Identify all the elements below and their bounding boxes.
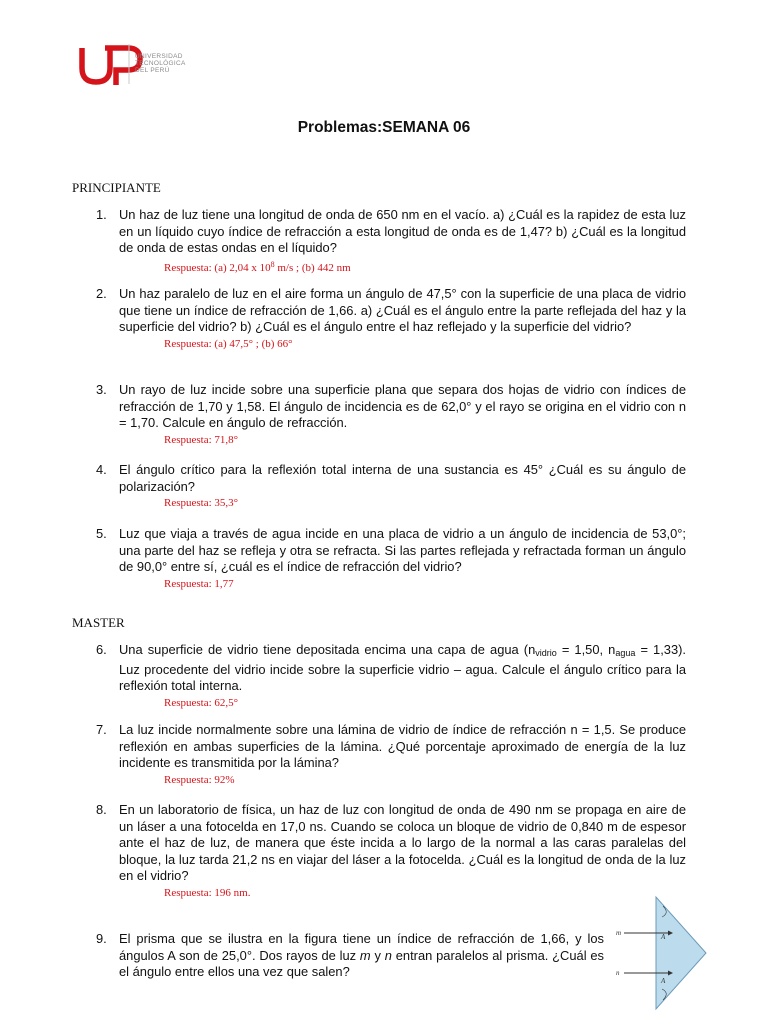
problem-text: El ángulo crítico para la reflexión total interna de una sustancia es 45° ¿Cuál es su ángulo de polarización?: [119, 462, 686, 494]
problem-text: [119, 642, 686, 695]
problem-answer: Respuesta: 62,5°: [164, 696, 239, 709]
problem-number: 6.: [96, 642, 107, 657]
figure-label-a-top: A: [661, 933, 666, 941]
problem-text: Un haz paralelo de luz en el aire forma un ángulo de 47,5° con la superficie de una placa de vidrio que tiene un índice de refracción de 1,66. a) ¿Cuál es el ángulo entre la parte reflejada del haz y la superficie del vidrio? b) ¿Cuál es el ángulo entre el haz reflejado y la superficie del vidrio?: [119, 286, 686, 334]
subscript-agua: agua: [615, 648, 636, 658]
problem-text: Luz que viaja a través de agua incide en una placa de vidrio a un ángulo de incidencia de 53,0°; una parte del haz se refleja y otra se refracta. Si las partes reflejada y refractada forman un ángulo de 90,0° entre sí, ¿cuál es el índice de refracción del vidrio?: [119, 526, 686, 574]
answer-exponent: 8: [270, 259, 275, 269]
problem-text: Un rayo de luz incide sobre una superficie plana que separa dos hojas de vidrio con índices de refracción de 1,70 y 1,58. El ángulo de incidencia es de 62,0° y el rayo se origina en el vidrio con n = 1,70. Calcule en ángulo de refracción.: [119, 382, 686, 430]
problem-text: Un haz de luz tiene una longitud de onda de 650 nm en el vacío. a) ¿Cuál es la rapidez de esta luz en un líquido cuyo índice de refracción a esta longitud de onda es de 1,47? b) ¿Cuál es la longitud de onda de estas ondas en el líquido?: [119, 207, 686, 255]
ray-m-label: m: [359, 947, 371, 963]
problem-text: La luz incide normalmente sobre una lámina de vidrio de índice de refracción n = 1,5. Se produce reflexión en ambas superficies de la lámina. ¿Qué porcentaje aproximado de energía de la luz incidente es transmitida por la lámina?: [119, 722, 686, 770]
problem-answer: Respuesta: 71,8°: [164, 433, 239, 446]
problem-number: 1.: [96, 207, 107, 222]
figure-label-m: m: [616, 929, 622, 937]
figure-label-n: n: [616, 969, 620, 977]
text-part-a: El prisma que se ilustra en la figura tiene un índice de refracción de 1,66, y los ángulos A son de 25,0°. Dos rayos de luz: [119, 931, 604, 963]
problem-answer: Respuesta: 196 nm.: [164, 886, 251, 899]
prism-figure: [610, 893, 710, 1013]
problem-text: En un laboratorio de física, un haz de luz con longitud de onda de 490 nm se propaga en aire de un láser a una fotocelda en 17,0 ns. Cuando se coloca un bloque de vidrio de 0,840 m de espesor ante el haz de luz, de manera que éste incida a lo largo de la normal a las caras paralelas del bloque, la luz tarda 21,2 ns en viajar del láser a la fotocelda. ¿Cuál es la longitud de onda de la luz en el vidrio?: [119, 802, 686, 883]
problem-answer: Respuesta: 35,3°: [164, 497, 239, 509]
section-principiante: PRINCIPIANTE: [72, 180, 161, 195]
problem-answer: [164, 258, 686, 275]
subscript-vidrio: vidrio: [535, 648, 557, 658]
problem-answer: Respuesta: (a) 47,5° ; (b) 66°: [164, 337, 293, 350]
ray-n-label: n: [384, 947, 392, 963]
logo-line-3: DEL PERÚ: [135, 67, 170, 74]
section-master: MASTER: [72, 615, 125, 630]
prism-diagram: [610, 893, 710, 1013]
logo-line-2: TECNOLÓGICA: [135, 60, 186, 67]
problem-8: [96, 802, 686, 900]
text-part-c: = 1,33). Luz procedente del vidrio incide sobre la superficie vidrio – agua. Calcule el ángulo crítico para la reflexión total interna.: [119, 642, 687, 693]
problem-3: [96, 382, 686, 447]
page-title: Problemas:SEMANA 06: [297, 119, 471, 136]
text-part-b: = 1,50, n: [556, 642, 616, 657]
problem-number: 8.: [96, 802, 107, 817]
problem-7: [96, 722, 686, 787]
text-part-b: y: [370, 947, 385, 963]
problem-number: 3.: [96, 382, 107, 397]
problem-answer: Respuesta: 1,77: [164, 577, 234, 590]
problem-9: [96, 931, 604, 981]
problem-2: [96, 286, 686, 351]
problem-number: 9.: [96, 931, 107, 946]
problem-answer: Respuesta: 92%: [164, 773, 235, 786]
figure-label-a-bottom: A: [661, 977, 666, 985]
problem-number: 5.: [96, 526, 107, 541]
text-part-c: entran paralelos al prisma. ¿Cuál es el ángulo entre ellos una vez que salen?: [119, 947, 604, 979]
logo-line-1: UNIVERSIDAD: [135, 53, 183, 60]
problem-4: [96, 462, 686, 510]
problem-number: 4.: [96, 462, 107, 477]
problem-number: 7.: [96, 722, 107, 737]
problem-number: 2.: [96, 286, 107, 301]
text-part-a: Una superficie de vidrio tiene depositada encima una capa de agua (n: [119, 642, 536, 657]
logo-text: [135, 53, 186, 74]
problem-6: [96, 642, 686, 710]
problem-5: [96, 526, 686, 591]
problem-1: [96, 207, 686, 275]
answer-part-b: m/s ; (b) 442 nm: [274, 261, 351, 274]
answer-part-a: Respuesta: (a) 2,04 x 10: [164, 261, 271, 274]
problem-text: [119, 931, 604, 981]
